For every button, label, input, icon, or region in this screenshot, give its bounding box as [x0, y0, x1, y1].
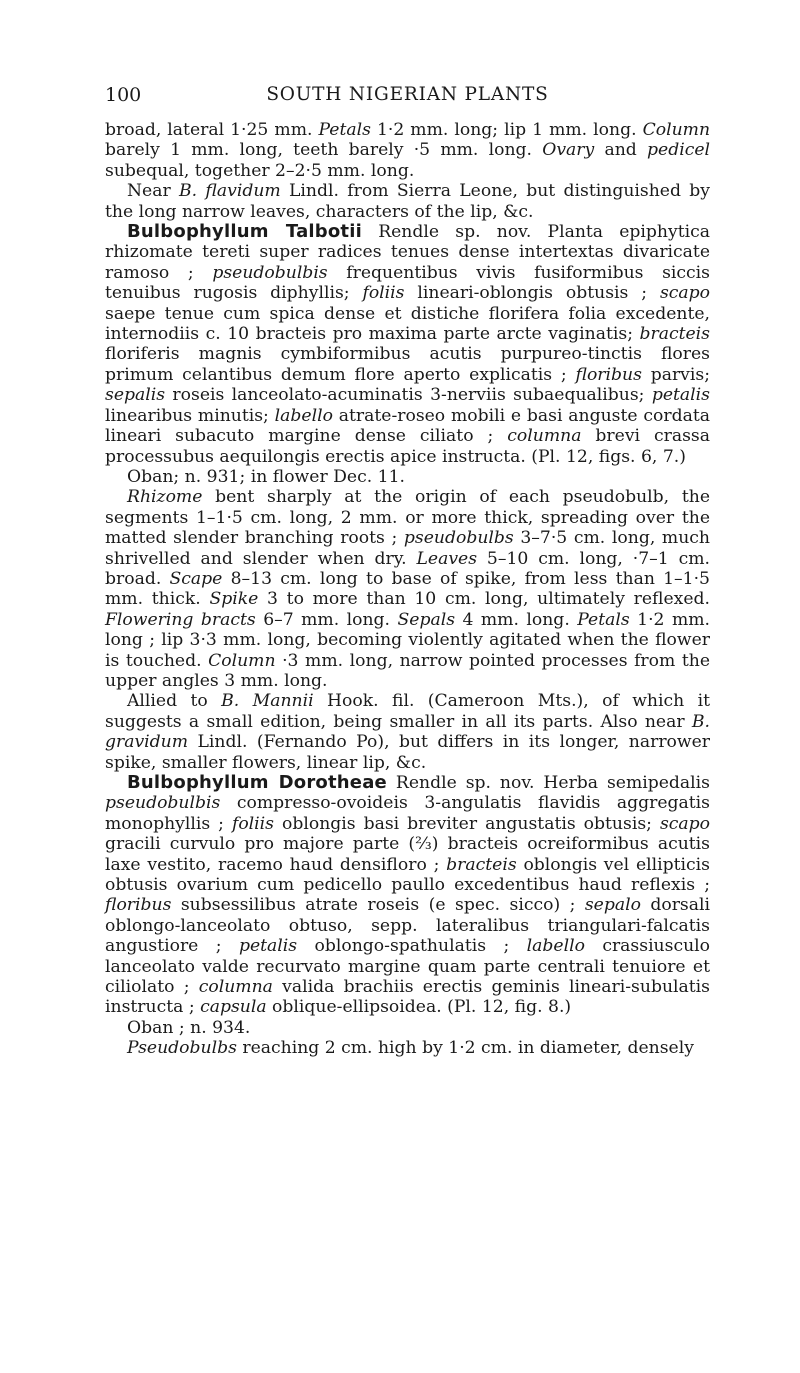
prev-species-note: Near B. flavidum Lindl. from Sierra Leone, but distinguished by the long narrow leaves, characters of the lip, &c.: [105, 181, 710, 222]
page-header: [105, 84, 710, 108]
species-dorotheae-english-description: Pseudobulbs reaching 2 cm. high by 1·2 cm. in diameter, densely: [127, 1038, 694, 1059]
page-number: 100: [105, 84, 142, 106]
species-dorotheae-locality: Oban ; n. 934.: [127, 1017, 251, 1038]
prev-species-description: broad, lateral 1·25 mm. Petals 1·2 mm. long; lip 1 mm. long. Column barely 1 mm. long, teeth barely ·5 mm. long. Ovary and pedicel subequal, together 2–2·5 mm. long.: [105, 120, 711, 181]
running-title: SOUTH NIGERIAN PLANTS: [266, 84, 549, 105]
species-talbotii-english-description: Rhizome bent sharply at the origin of each pseudobulb, the segments 1–1·5 cm. long, 2 mm. or more thick, spreading over the matted slender branching roots ; pseudobulbs 3–7·5 cm. long, much shrivelled and slender when dry. Leaves 5–10 cm. long, ·7–1 cm. broad. Scape 8–13 cm. long to base of spike, from less than 1–1·5 mm. thick. Spike 3 to more than 10 cm. long, ultimately reflexed. Flowering bracts 6–7 mm. long. Sepals 4 mm. long. Petals 1·2 mm. long ; lip 3·3 mm. long, becoming violently agitated when the flower is touched. Column ·3 mm. long, narrow pointed processes from the upper angles 3 mm. long.: [105, 487, 711, 691]
species-talbotii-diagnosis: Bulbophyllum Talbotii Rendle sp. nov. Planta epiphytica rhizomate tereti super radices tenues dense intertextas divaricate ramoso ; pseudobulbis frequentibus vivis fusiformibus siccis tenuibus rugosis diphyllis; foliis lineari-oblongis obtusis ; scapo saepe tenue cum spica dense et distiche florifera folia excedente, internodiis c. 10 bracteis pro maxima parte arcte vaginatis; bracteis floriferis magnis cymbiformibus acutis purpureo-tinctis flores primum celantibus demum flore aperto explicatis ; floribus parvis; sepalis roseis lanceolato-acuminatis 3-nerviis subaequalibus; petalis linearibus minutis; labello atrate-roseo mobili e basi anguste cordata lineari subacuto margine dense ciliato ; columna brevi crassa processubus aequilongis erectis apice instructa. (Pl. 12, figs. 6, 7.): [105, 221, 710, 467]
species-name: Bulbophyllum Talbotii: [127, 221, 362, 243]
species-dorotheae-diagnosis: Bulbophyllum Dorotheae Rendle sp. nov. Herba semipedalis pseudobulbis compresso-ovoideis 3-angulatis flavidis aggregatis monophyllis ; foliis oblongis basi breviter angustatis obtusis; scapo gracili curvulo pro majore parte (⅔) bracteis ocreiformibus acutis laxe vestito, racemo haud densifloro ; bracteis oblongis vel ellipticis obtusis ovarium cum pedicello paullo excedentibus haud reflexis ; floribus subsessilibus atrate roseis (e spec. sicco) ; sepalo dorsali oblongo-lanceolato obtuso, sepp. lateralibus triangulari-falcatis angustiore ; petalis oblongo-spathulatis ; labello crassiusculo lanceolato valde recurvato margine quam parte centrali tenuiore et ciliolato ; columna valida brachiis erectis geminis lineari-subulatis instructa ; capsula oblique-ellipsoidea. (Pl. 12, fig. 8.): [105, 772, 710, 1018]
page-body: [105, 120, 710, 1059]
species-talbotii-affinity: Allied to B. Mannii Hook. fil. (Cameroon Mts.), of which it suggests a small edition, being smaller in all its parts. Also near B. gravidum Lindl. (Fernando Po), but differs in its longer, narrower spike, smaller flowers, linear lip, &c.: [105, 691, 710, 773]
species-name: Bulbophyllum Dorotheae: [127, 772, 387, 793]
species-talbotii-locality: Oban; n. 931; in flower Dec. 11.: [127, 466, 405, 487]
